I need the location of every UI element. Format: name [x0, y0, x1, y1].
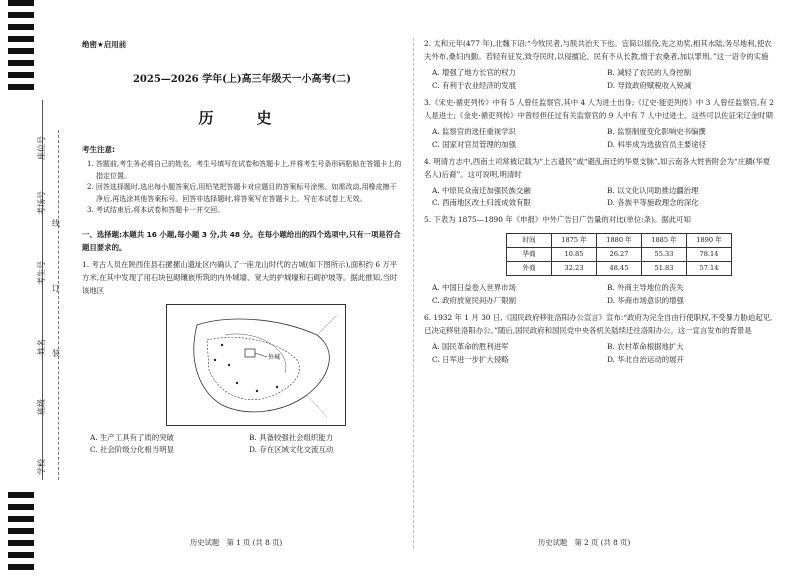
option-a[interactable]: A. 国民革命的胜利进军 [432, 342, 509, 352]
candidate-number-label: 考生号 [37, 261, 46, 285]
table-row [507, 262, 732, 276]
option-b[interactable]: B. 减轻了农民的人身控制 [607, 67, 692, 77]
question-4-options [424, 185, 776, 211]
table-cell: 51.83 [642, 262, 687, 276]
cut-label-bind: 订 [52, 284, 60, 293]
binding-bar [8, 528, 34, 534]
option-c[interactable]: C. 有利于农业经济的发展 [432, 80, 516, 90]
table-cell: 48.45 [597, 262, 642, 276]
right-column [424, 38, 776, 367]
option-d[interactable]: D. 存在区域文化交流互动 [249, 445, 334, 455]
binding-bar [8, 84, 34, 90]
option-a[interactable]: A. 增强了地方长官的权力 [432, 67, 516, 77]
binding-bar [8, 564, 34, 570]
notice-item: 1. 答题前,考生务必将自己的姓名、考生号填写在试卷和答题卡上,并将考生号条形码粘贴在答题卡上的指定位置。 [87, 160, 402, 180]
option-b[interactable]: B. 具备较强社会组织能力 [249, 432, 334, 442]
option-d[interactable]: D. 导致政府赋税收入锐减 [607, 80, 692, 90]
binding-bar [8, 36, 34, 42]
map-label-outer-city: 外城 [268, 353, 281, 361]
binding-bar [8, 72, 34, 78]
city-site-map [166, 304, 346, 426]
question-3-options [424, 126, 776, 152]
table-header-cell: 1875 年 [552, 234, 597, 248]
map-drawing [167, 305, 345, 425]
notice-title: 考生注意: [82, 144, 115, 154]
question-4-stem: 4. 明清方志中,西南土司常被记载为“上古遗民”或“避乱南迁的华夏支脉”,如云南各大姓皆附会为“庄蹻(华夏名人)后裔”。这可说明,明清时 [424, 156, 771, 179]
secret-mark: 绝密★启用前 [82, 40, 127, 49]
cut-label-line: 线 [52, 219, 60, 228]
option-a[interactable]: A. 生产工具有了质的突破 [90, 432, 174, 442]
option-c[interactable]: C. 日军进一步扩大侵略 [432, 355, 509, 365]
option-c[interactable]: C. 政府放宽民间办厂限制 [432, 296, 516, 306]
column-divider [413, 38, 414, 548]
table-cell: 外商 [507, 262, 552, 276]
table-cell: 华商 [507, 248, 552, 262]
notice-item: 2. 回答选择题时,选出每小题答案后,用铅笔把答题卡对应题目的答案标号涂黑。如需改动,用橡皮擦干净后,再选涂其他答案标号。回答非选择题时,将答案写在答题卡上。写在本试卷上无效。 [87, 183, 397, 203]
class-label: 班级 [37, 399, 46, 415]
name-label: 姓名 [37, 339, 46, 355]
table-header-cell: 1880 年 [597, 234, 642, 248]
binding-bar [8, 504, 34, 510]
table-row [507, 248, 732, 262]
page-footer-left: 历史试题 第 1 页 (共 8 页) [190, 538, 283, 547]
table-cell: 55.33 [642, 248, 687, 262]
option-a[interactable]: A. 监察官的选任重视学识 [432, 126, 516, 136]
question-2-stem: 2. 太和元年(477 年),北魏下诏:“今牧民者,与朕共治天下也。宜简以徭役,先之劝奖,相其水陆,务尽地利,使农夫外布,桑妇内勤。若轻有征发,致夺民时,以侵擅论。民有不从长教,惰于农桑者,加以罪刑。”这一诏令的实施 [424, 39, 772, 61]
binding-bar [8, 24, 34, 30]
cut-line [58, 130, 59, 480]
binding-bar [8, 60, 34, 66]
option-b[interactable]: B. 以文化认同助推边疆治理 [607, 185, 699, 195]
school-label: 学校 [37, 459, 46, 475]
option-c[interactable]: C. 西南地区改土归流成效有限 [432, 198, 531, 208]
binding-bar [8, 48, 34, 54]
question-6-options [424, 341, 776, 367]
notice-item: 3. 考试结束后,将本试卷和答题卡一并交回。 [87, 206, 225, 215]
section-heading: 一、选择题:本题共 16 小题,每小题 3 分,共 48 分。在每小题给出的四个选项中,只有一项是符合题目要求的。 [82, 229, 401, 252]
option-b[interactable]: B. 农村革命根据地扩大 [607, 342, 684, 352]
question-5-stem: 5. 下表为 1875—1890 年《申报》中外广告日广告量的对比(单位:条)。据此可知 [424, 215, 691, 225]
question-2-options [424, 67, 776, 93]
option-c[interactable]: C. 社会阶级分化相当明显 [90, 445, 174, 455]
subject-title: 历 史 [198, 108, 286, 127]
left-column [82, 38, 402, 457]
seat-number-label: 座位号 [37, 136, 46, 160]
question-1-options [82, 432, 402, 458]
table-header-cell: 时间 [507, 234, 552, 248]
option-d[interactable]: D. 科举成为选拔官员主要途径 [607, 139, 707, 149]
question-5-options [424, 282, 776, 308]
table-cell: 78.14 [687, 248, 732, 262]
table-header-cell: 1885 年 [642, 234, 687, 248]
table-header-row [507, 234, 732, 248]
exam-room-label: 考场号 [37, 191, 46, 215]
binding-bar [8, 540, 34, 546]
question-3-stem: 3.《宋史·循吏列传》中有 5 人曾任监察官,其中 4 人为进士出身;《辽史·能吏列传》中 3 人曾任监察官,有 2 人是进士;《金史·循吏列传》中曾经担任过有关监察官的 9 人中有 7 人中过进士。这些可以佐证宋辽金时期 [424, 97, 774, 120]
binding-bar [8, 516, 34, 522]
option-a[interactable]: A. 中国日益卷入世界市场 [432, 283, 516, 293]
exam-title: 2025—2026 学年(上)高三年级天一小高考(二) [132, 74, 352, 86]
binding-bar [8, 492, 34, 498]
advertisement-table [506, 233, 732, 276]
option-d[interactable]: D. 各族平等施政理念的深化 [607, 198, 699, 208]
question-6-stem: 6. 1932 年 1 月 30 日,《国民政府移驻洛阳办公宣言》宣布:“政府为完全自由行使职权,不受暴力胁迫起见,已决定移驻洛阳办公。”随后,国民政府和国民党中央各机关陆续迁往洛阳办公。这一宣言发布的背景是 [424, 313, 773, 336]
option-a[interactable]: A. 中原民众南迁加强民族交融 [432, 185, 531, 195]
binding-bar [8, 552, 34, 558]
cut-label-pack: 装 [52, 349, 60, 358]
page-footer-right: 历史试题 第 2 页 (共 8 页) [538, 538, 631, 547]
table-header-cell: 1890 年 [687, 234, 732, 248]
question-1-stem: 1. 考古人员在陕西佳县石摞摞山遗址区内确认了一座龙山时代的古城(如下图所示),面积约 6 万平方米,在其中发现了用石块包砌镶嵌所筑的内外城墙、宽大的护城壕和石砌护坡等。据此推知,当时该地区 [82, 259, 398, 295]
table-cell: 32.23 [552, 262, 597, 276]
binding-bar [8, 12, 34, 18]
binding-strip [0, 0, 70, 579]
table-cell: 26.27 [597, 248, 642, 262]
option-d[interactable]: D. 华北自治运动的展开 [607, 355, 684, 365]
binding-bar [8, 0, 34, 6]
option-c[interactable]: C. 国家对官员管理的加强 [432, 139, 516, 149]
option-d[interactable]: D. 华商市场意识的增强 [607, 296, 684, 306]
table-cell: 10.85 [552, 248, 597, 262]
table-cell: 57.14 [687, 262, 732, 276]
option-b[interactable]: B. 外商主导地位的丧失 [607, 283, 684, 293]
option-b[interactable]: B. 监察制度变化影响史书编撰 [607, 126, 706, 136]
